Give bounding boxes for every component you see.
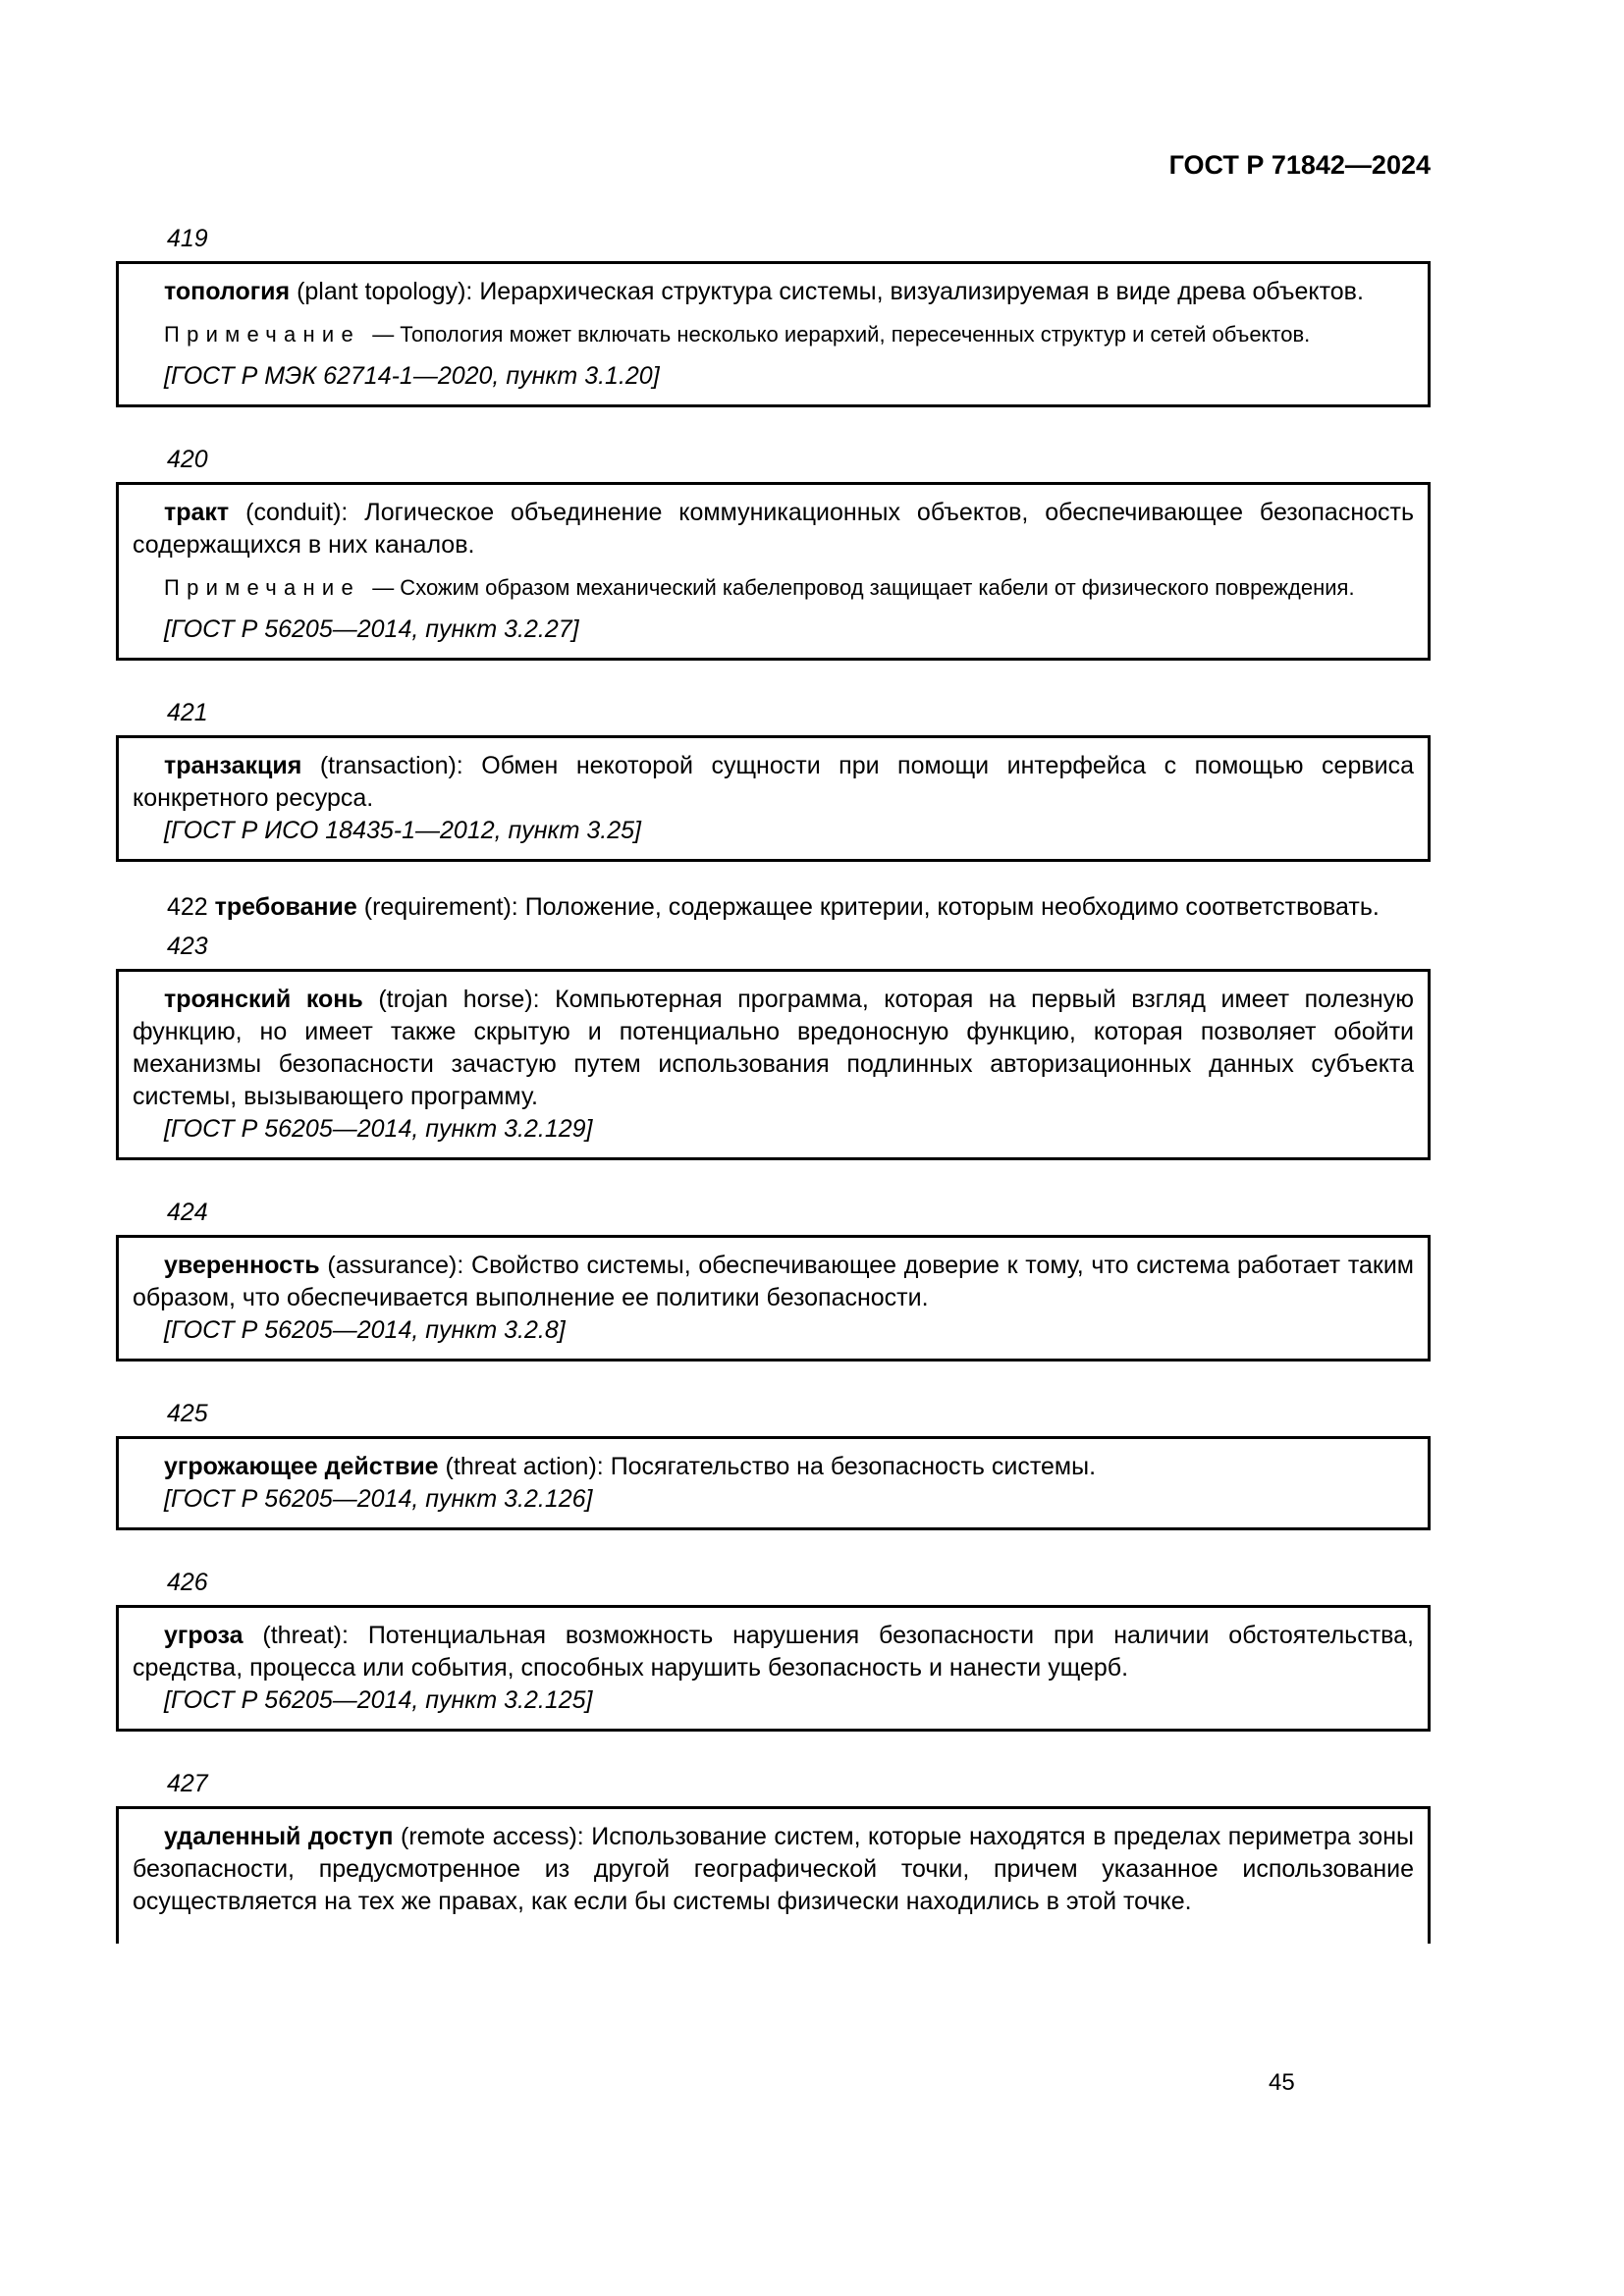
term-en: (transaction):: [319, 752, 463, 779]
term-note: [133, 573, 1414, 602]
term-note: [133, 320, 1414, 348]
entry-number-419: 419: [167, 225, 208, 252]
source-reference: [ГОСТ Р 56205—2014, пункт 3.2.8]: [164, 1316, 566, 1344]
source-reference: [ГОСТ Р 56205—2014, пункт 3.2.27]: [164, 615, 579, 643]
source-reference: [ГОСТ Р МЭК 62714-1—2020, пункт 3.1.20]: [164, 362, 660, 390]
term-ru: угрожающее действие: [164, 1453, 439, 1480]
source-reference: [ГОСТ Р 56205—2014, пункт 3.2.125]: [164, 1686, 593, 1714]
entry-number-420: 420: [167, 446, 208, 473]
term-ru: уверенность: [164, 1252, 320, 1279]
entry-number-427: 427: [167, 1770, 208, 1797]
definition-text: Иерархическая структура системы, визуализируемая в виде древа объектов.: [479, 278, 1364, 305]
entry-number-425: 425: [167, 1400, 208, 1427]
entry-422: [90, 891, 1431, 924]
definition-text: Использование систем, которые находятся в пределах периметра зоны безопасности, предусмотренное из другой географической точки, причем указанное использование осуществляется на тех же правах, как если бы системы физически находились в этой точке.: [133, 1823, 1414, 1915]
page-number: 45: [1269, 2069, 1295, 2096]
definition-text: Посягательство на безопасность системы.: [610, 1453, 1097, 1480]
entry-number-421: 421: [167, 699, 208, 726]
term-definition: [133, 497, 1414, 561]
note-text: — Схожим образом механический кабелепровод защищает кабели от физического повреждения.: [372, 575, 1355, 600]
entry-number-426: 426: [167, 1569, 208, 1596]
term-box-420: [116, 482, 1431, 661]
definition-text: Обмен некоторой сущности при помощи интерфейса с помощью сервиса конкретного ресурса.: [133, 752, 1414, 812]
term-ru: транзакция: [164, 752, 302, 779]
term-box-424: [116, 1235, 1431, 1362]
term-box-426: [116, 1605, 1431, 1732]
term-ru: удаленный доступ: [164, 1823, 394, 1850]
term-en: (threat action):: [445, 1453, 604, 1480]
term-en: (plant topology):: [297, 278, 473, 305]
note-text: — Топология может включать несколько иерархий, пересеченных структур и сетей объектов.: [372, 322, 1311, 347]
source-reference: [ГОСТ Р ИСО 18435-1—2012, пункт 3.25]: [164, 817, 641, 844]
document-header: ГОСТ Р 71842—2024: [1168, 150, 1431, 180]
term-definition: [133, 984, 1414, 1113]
term-ru: угроза: [164, 1622, 244, 1649]
entry-number-424: 424: [167, 1199, 208, 1226]
term-ru: тракт: [164, 499, 230, 526]
source-reference: [ГОСТ Р 56205—2014, пункт 3.2.129]: [164, 1115, 593, 1143]
term-en: (threat):: [262, 1622, 349, 1649]
note-label: Примечание: [164, 575, 360, 600]
term-definition: [133, 1620, 1414, 1684]
definition-text: Логическое объединение коммуникационных объектов, обеспечивающее безопасность содержащихся в них каналов.: [133, 499, 1415, 559]
term-definition: [133, 750, 1414, 815]
term-definition: [133, 276, 1414, 308]
term-en: (trojan horse):: [378, 986, 540, 1013]
term-definition: [133, 1250, 1414, 1314]
term-en: (remote access):: [401, 1823, 584, 1850]
source-reference: [ГОСТ Р 56205—2014, пункт 3.2.126]: [164, 1485, 593, 1513]
term-definition: [133, 1821, 1414, 1918]
definition-text: Компьютерная программа, которая на первый взгляд имеет полезную функцию, но имеет также скрытую и потенциально вредоносную функцию, которая позволяет обойти механизмы безопасности зачастую путем использования подлинных авторизационных данных субъекта системы, вызывающего программу.: [133, 986, 1414, 1110]
definition-text: Потенциальная возможность нарушения безопасности при наличии обстоятельства, средства, процесса или события, способных нарушить безопасность и нанести ущерб.: [133, 1622, 1415, 1682]
term-box-421: [116, 735, 1431, 862]
note-label: Примечание: [164, 322, 360, 347]
term-en: (requirement):: [363, 893, 518, 921]
definition-text: Свойство системы, обеспечивающее доверие к тому, что система работает таким образом, что обеспечивается выполнение ее политики безопасности.: [133, 1252, 1414, 1311]
term-ru: топология: [164, 278, 291, 305]
term-definition: [133, 1451, 1414, 1483]
entry-number-423: 423: [167, 933, 208, 960]
term-box-423: [116, 969, 1431, 1160]
term-ru: требование: [214, 893, 357, 921]
term-en: (conduit):: [245, 499, 349, 526]
entry-number-422: 422: [167, 893, 208, 921]
term-box-427: [116, 1806, 1431, 1944]
term-ru: троянский конь: [164, 986, 363, 1013]
definition-text: Положение, содержащее критерии, которым необходимо соответствовать.: [524, 893, 1380, 921]
term-en: (assurance):: [327, 1252, 464, 1279]
term-box-419: [116, 261, 1431, 407]
term-box-425: [116, 1436, 1431, 1530]
